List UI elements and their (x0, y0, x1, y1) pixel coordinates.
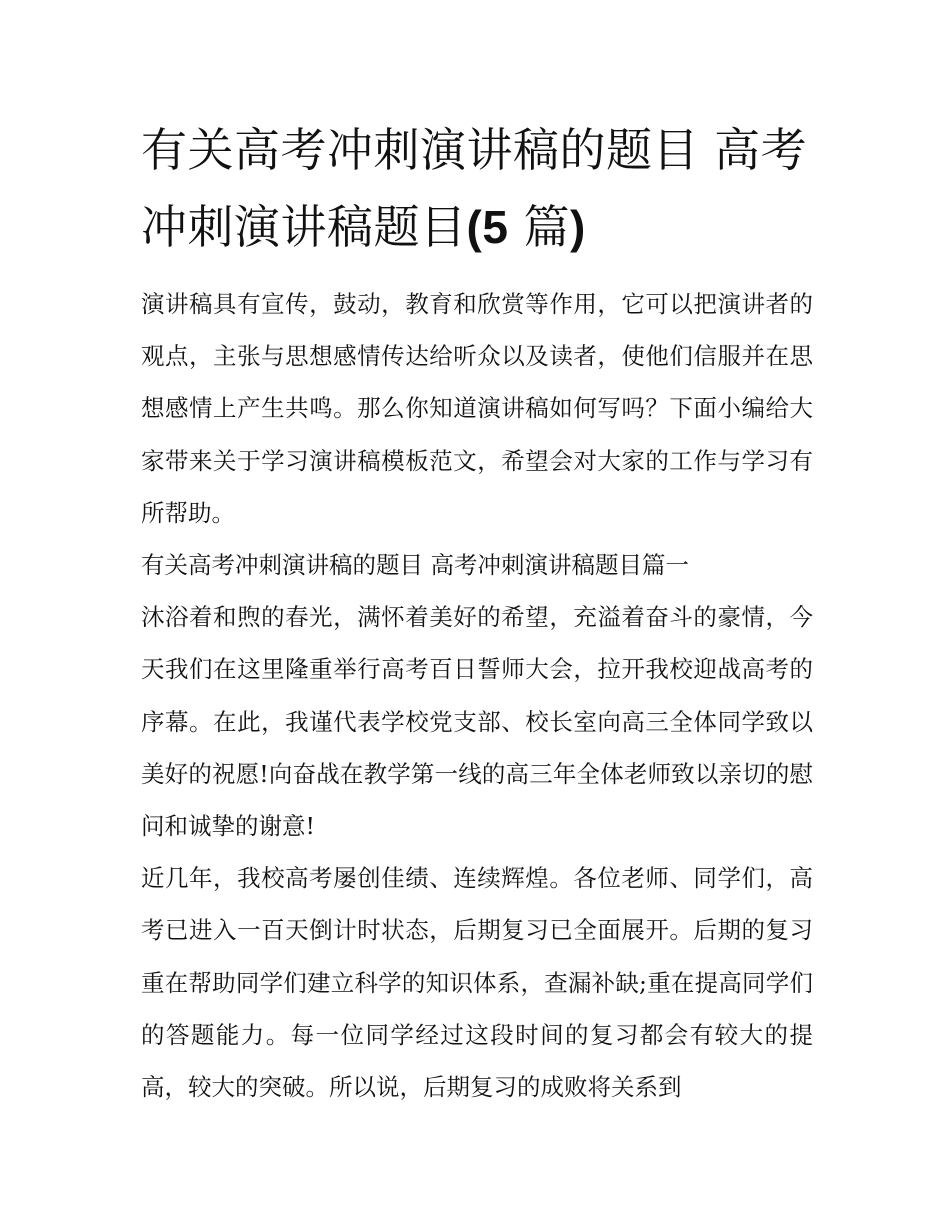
title-text: 有关高考冲刺演讲稿的题目 高考冲刺演讲稿题目 (141, 123, 808, 254)
title-count-close: ) (570, 201, 586, 253)
section-heading: 有关高考冲刺演讲稿的题目 高考冲刺演讲稿题目篇一 (141, 551, 689, 580)
body-paragraph: 沐浴着和煦的春光，满怀着美好的希望，充溢着奋斗的豪情，今天我们在这里隆重举行高考百日誓师大会，拉开我校迎战高考的序幕。在此，我谨代表学校党支部、校长室向高三全体同学致以美好的祝愿!向奋战在教学第一线的高三年全体老师致以亲切的慰问和诚挚的谢意! (141, 603, 813, 841)
title-count-open: (5 (466, 201, 509, 253)
intro-paragraph: 演讲稿具有宣传，鼓动，教育和欣赏等作用，它可以把演讲者的观点，主张与思想感情传达给听众以及读者，使他们信服并在思想感情上产生共鸣。那么你知道演讲稿如何写吗？下面小编给大家带来关于学习演讲稿模板范文，希望会对大家的工作与学习有所帮助。 (141, 290, 813, 527)
title-count-unit: 篇 (508, 200, 571, 254)
document-body (141, 112, 813, 1113)
body-paragraph: 近几年，我校高考屡创佳绩、连续辉煌。各位老师、同学们，高考已进入一百天倒计时状态，后期复习已全面展开。后期的复习重在帮助同学们建立科学的知识体系，查漏补缺;重在提高同学们的答题能力。每一位同学经过这段时间的复习都会有较大的提高，较大的突破。所以说，后期复习的成败将关系到 (141, 864, 813, 1102)
document-title (141, 112, 813, 266)
